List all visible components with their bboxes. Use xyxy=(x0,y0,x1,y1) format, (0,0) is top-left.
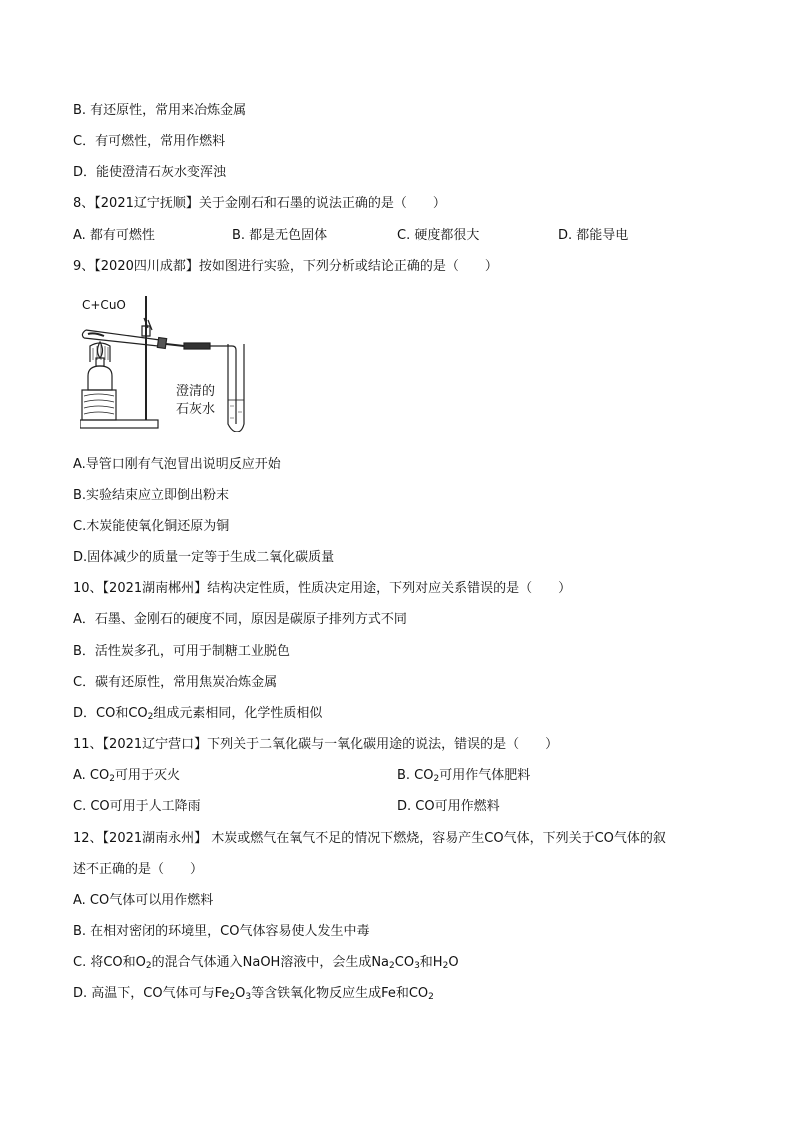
label-limewater-line2: 石灰水 xyxy=(176,402,216,417)
q11-option-b: B. $CO_2$可用作气体肥料 xyxy=(397,768,531,784)
q12-option-c: C. 将CO和$O_2$的混合气体通入NaOH溶液中，会生成$Na_2CO_3$和$H_2O$ xyxy=(73,955,459,971)
q10-option-c: C．碳有还原性，常用焦炭冶炼金属 xyxy=(73,675,278,690)
question-8-stem: 8、【2021辽宁抚顺】关于金刚石和石墨的说法正确的是（ ） xyxy=(73,196,446,211)
q10d-part2: 组成元素相同，化学性质相似 xyxy=(153,706,323,721)
question-9-stem: 9、【2020四川成都】按如图进行实验，下列分析或结论正确的是（ ） xyxy=(73,259,498,274)
q8-option-a: A. 都有可燃性 xyxy=(73,228,155,243)
apparatus-drawing xyxy=(80,296,260,432)
q10-option-a: A．石墨、金刚石的硬度不同，原因是碳原子排列方式不同 xyxy=(73,612,407,627)
q11-option-a: A. $CO_2$可用于灭火 xyxy=(73,768,180,784)
alcohol-lamp xyxy=(88,366,112,390)
option-d-text: D．能使澄清石灰水变浑浊 xyxy=(73,165,227,180)
label-reactants: C+CuO xyxy=(82,298,126,312)
q9-option-a: A.导管口刚有气泡冒出说明反应开始 xyxy=(73,457,281,472)
q8-option-d: D. 都能导电 xyxy=(558,228,629,243)
q10-option-b: B．活性炭多孔，可用于制糖工业脱色 xyxy=(73,644,290,659)
rubber-tube xyxy=(184,343,210,349)
flame xyxy=(98,342,103,358)
q9-option-d: D.固体减少的质量一定等于生成二氧化碳质量 xyxy=(73,550,335,565)
q10d-part1: D．CO和CO xyxy=(73,706,148,721)
stand-base xyxy=(80,420,158,428)
stopper xyxy=(157,337,166,348)
question-12-stem-line1: 12、【2021湖南永州】 木炭或燃气在氧气不足的情况下燃烧，容易产生CO气体，下列关于CO气体的叙 xyxy=(73,831,666,846)
option-c-text: C．有可燃性，常用作燃料 xyxy=(73,134,226,149)
q11-option-d: D. CO可用作燃料 xyxy=(397,799,500,814)
q12-option-d: D. 高温下，CO气体可与$Fe_2O_3$等含铁氧化物反应生成Fe和$CO_2$ xyxy=(73,986,434,1002)
label-limewater-line1: 澄清的 xyxy=(176,384,216,399)
q10-option-d xyxy=(73,705,322,723)
option-b-text: B. 有还原性，常用来冶炼金属 xyxy=(73,103,247,118)
question-12-stem-line2: 述不正确的是（ ） xyxy=(73,862,204,877)
q10d-sub: 2 xyxy=(147,712,154,722)
q12-option-a: A. CO气体可以用作燃料 xyxy=(73,893,214,908)
q9-option-c: C.木炭能使氧化铜还原为铜 xyxy=(73,519,230,534)
question-11-stem: 11、【2021辽宁营口】下列关于二氧化碳与一氧化碳用途的说法，错误的是（ ） xyxy=(73,737,559,752)
q8-option-b: B. 都是无色固体 xyxy=(232,228,328,243)
question-10-stem: 10、【2021湖南郴州】结构决定性质，性质决定用途，下列对应关系错误的是（ ） xyxy=(73,581,572,596)
q9-option-b: B.实验结束应立即倒出粉末 xyxy=(73,488,230,503)
experiment-apparatus-figure xyxy=(80,296,260,432)
q8-option-c: C. 硬度都很大 xyxy=(397,228,480,243)
q11-option-c: C. CO可用于人工降雨 xyxy=(73,799,201,814)
wooden-block xyxy=(82,390,116,420)
q12-option-b: B. 在相对密闭的环境里，CO气体容易使人发生中毒 xyxy=(73,924,370,939)
